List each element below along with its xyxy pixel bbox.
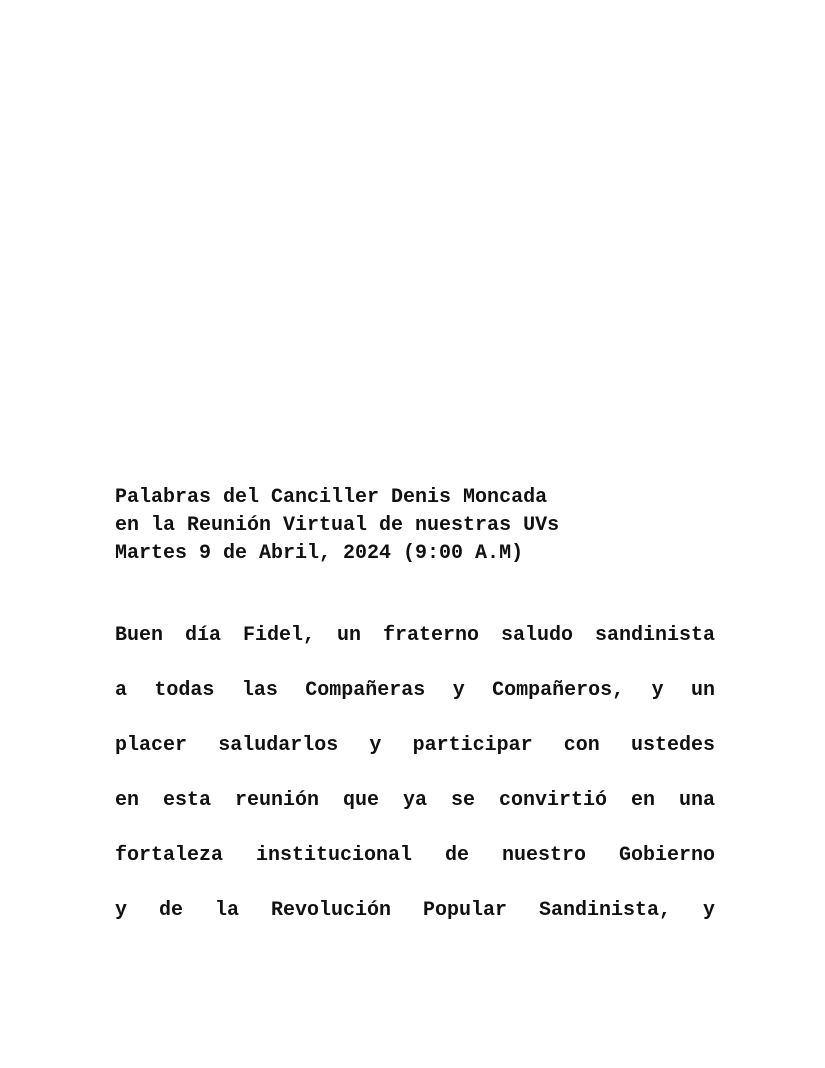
body-line: y de la Revolución Popular Sandinista, y: [115, 899, 715, 922]
body-line: en esta reunión que ya se convirtió en una: [115, 789, 715, 812]
heading-title-line: Palabras del Canciller Denis Moncada: [115, 486, 548, 509]
body-line: a todas las Compañeras y Compañeros, y un: [115, 679, 715, 702]
speech-body: [115, 622, 715, 925]
heading-event-line: en la Reunión Virtual de nuestras UVs: [115, 514, 560, 537]
speech-document: [115, 484, 715, 925]
speech-heading: [115, 484, 715, 568]
heading-date-line: Martes 9 de Abril, 2024 (9:00 A.M): [115, 542, 524, 565]
body-line: Buen día Fidel, un fraterno saludo sandinista: [115, 624, 715, 647]
body-line: placer saludarlos y participar con ustedes: [115, 734, 715, 757]
body-line: fortaleza institucional de nuestro Gobierno: [115, 844, 715, 867]
